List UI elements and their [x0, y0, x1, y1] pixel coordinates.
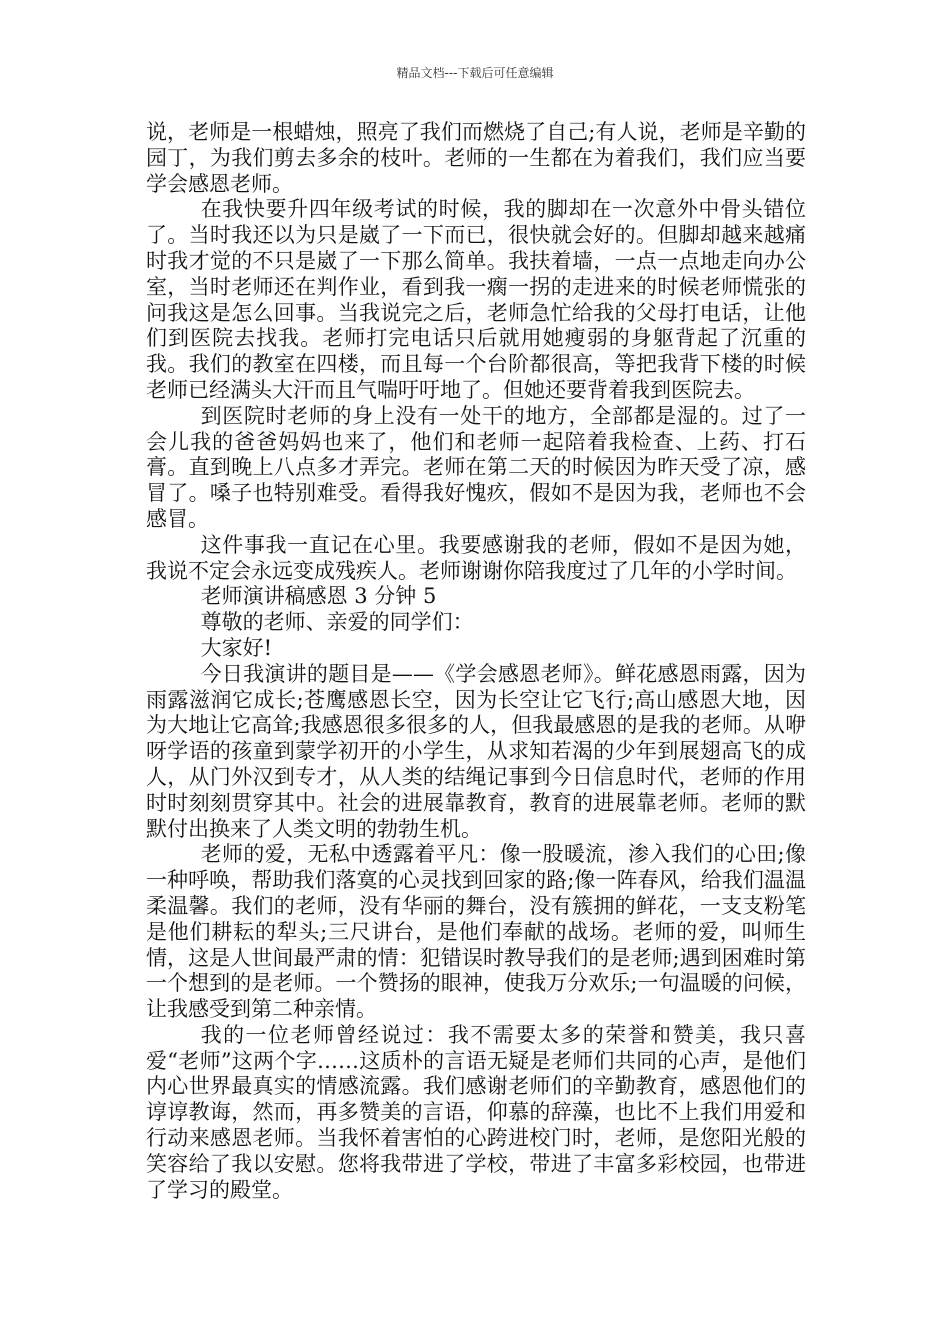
greeting: 大家好! [200, 635, 273, 660]
paragraph: 这件事我一直记在心里。我要感谢我的老师，假如不是因为她，我说不定会永远变成残疾人。老师谢谢你陪我度过了几年的小学时间。 [146, 532, 806, 583]
paragraph: 今日我演讲的题目是——《学会感恩老师》。鲜花感恩雨露，因为雨露滋润它成长;苍鹰感恩长空，因为长空让它飞行;高山感恩大地，因为大地让它高耸;我感恩很多很多的人，但我最感恩的是我的老师。从咿呀学语的孩童到蒙学初开的小学生，从求知若渴的少年到展翅高飞的成人，从门外汉到专才，从人类的结绳记事到今日信息时代，老师的作用时时刻刻贯穿其中。社会的进展靠教育，教育的进展靠老师。老师的默默付出换来了人类文明的勃勃生机。 [146, 661, 806, 841]
section-title: 老师演讲稿感恩 3 分钟 5 [200, 584, 437, 609]
paragraph: 我的一位老师曾经说过：我不需要太多的荣誉和赞美，我只喜爱“老师”这两个字……这质朴的言语无疑是老师们共同的心声，是他们内心世界最真实的情感流露。我们感谢老师们的辛勤教育，感恩他们的谆谆教诲，然而，再多赞美的言语，仰慕的辞藻，也比不上我们用爱和行动来感恩老师。当我怀着害怕的心跨进校门时，老师，是您阳光般的笑容给了我以安慰。您将我带进了学校，带进了丰富多彩校园，也带进了学习的殿堂。 [146, 1022, 806, 1202]
page-header: 精品文档---下载后可任意编辑 [396, 66, 554, 80]
document-body [146, 120, 806, 1203]
paragraph: 老师的爱，无私中透露着平凡：像一股暖流，渗入我们的心田;像一种呼唤，帮助我们落寞的心灵找到回家的路;像一阵春风，给我们温温柔温馨。我们的老师，没有华丽的舞台，没有簇拥的鲜花，一支支粉笔是他们耕耘的犁头;三尺讲台，是他们奉献的战场。老师的爱，叫师生情，这是人世间最严肃的情：犯错误时教导我们的是老师;遇到困难时第一个想到的是老师。一个赞扬的眼神，使我万分欢乐;一句温暖的问候，让我感受到第二种亲情。 [146, 842, 806, 1022]
paragraph: 到医院时老师的身上没有一处干的地方，全部都是湿的。过了一会儿我的爸爸妈妈也来了，他们和老师一起陪着我检查、上药、打石膏。直到晚上八点多才弄完。老师在第二天的时候因为昨天受了凉，感冒了。嗓子也特别难受。看得我好愧疚，假如不是因为我，老师也不会感冒。 [146, 403, 806, 531]
salutation: 尊敬的老师、亲爱的同学们： [200, 610, 474, 635]
paragraph: 说，老师是一根蜡烛，照亮了我们而燃烧了自己;有人说，老师是辛勤的园丁，为我们剪去多余的枝叶。老师的一生都在为着我们，我们应当要学会感恩老师。 [146, 120, 806, 196]
paragraph: 在我快要升四年级考试的时候，我的脚却在一次意外中骨头错位了。当时我还以为只是崴了一下而已，很快就会好的。但脚却越来越痛时我才觉的不只是崴了一下那么简单。我扶着墙，一点一点地走向办公室，当时老师还在判作业，看到我一瘸一拐的走进来的时候老师慌张的问我这是怎么回事。当我说完之后，老师急忙给我的父母打电话，让他们到医院去找我。老师打完电话只后就用她瘦弱的身躯背起了沉重的我。我们的教室在四楼，而且每一个台阶都很高，等把我背下楼的时候老师已经满头大汗而且气喘吁吁地了。但她还要背着我到医院去。 [146, 197, 806, 402]
